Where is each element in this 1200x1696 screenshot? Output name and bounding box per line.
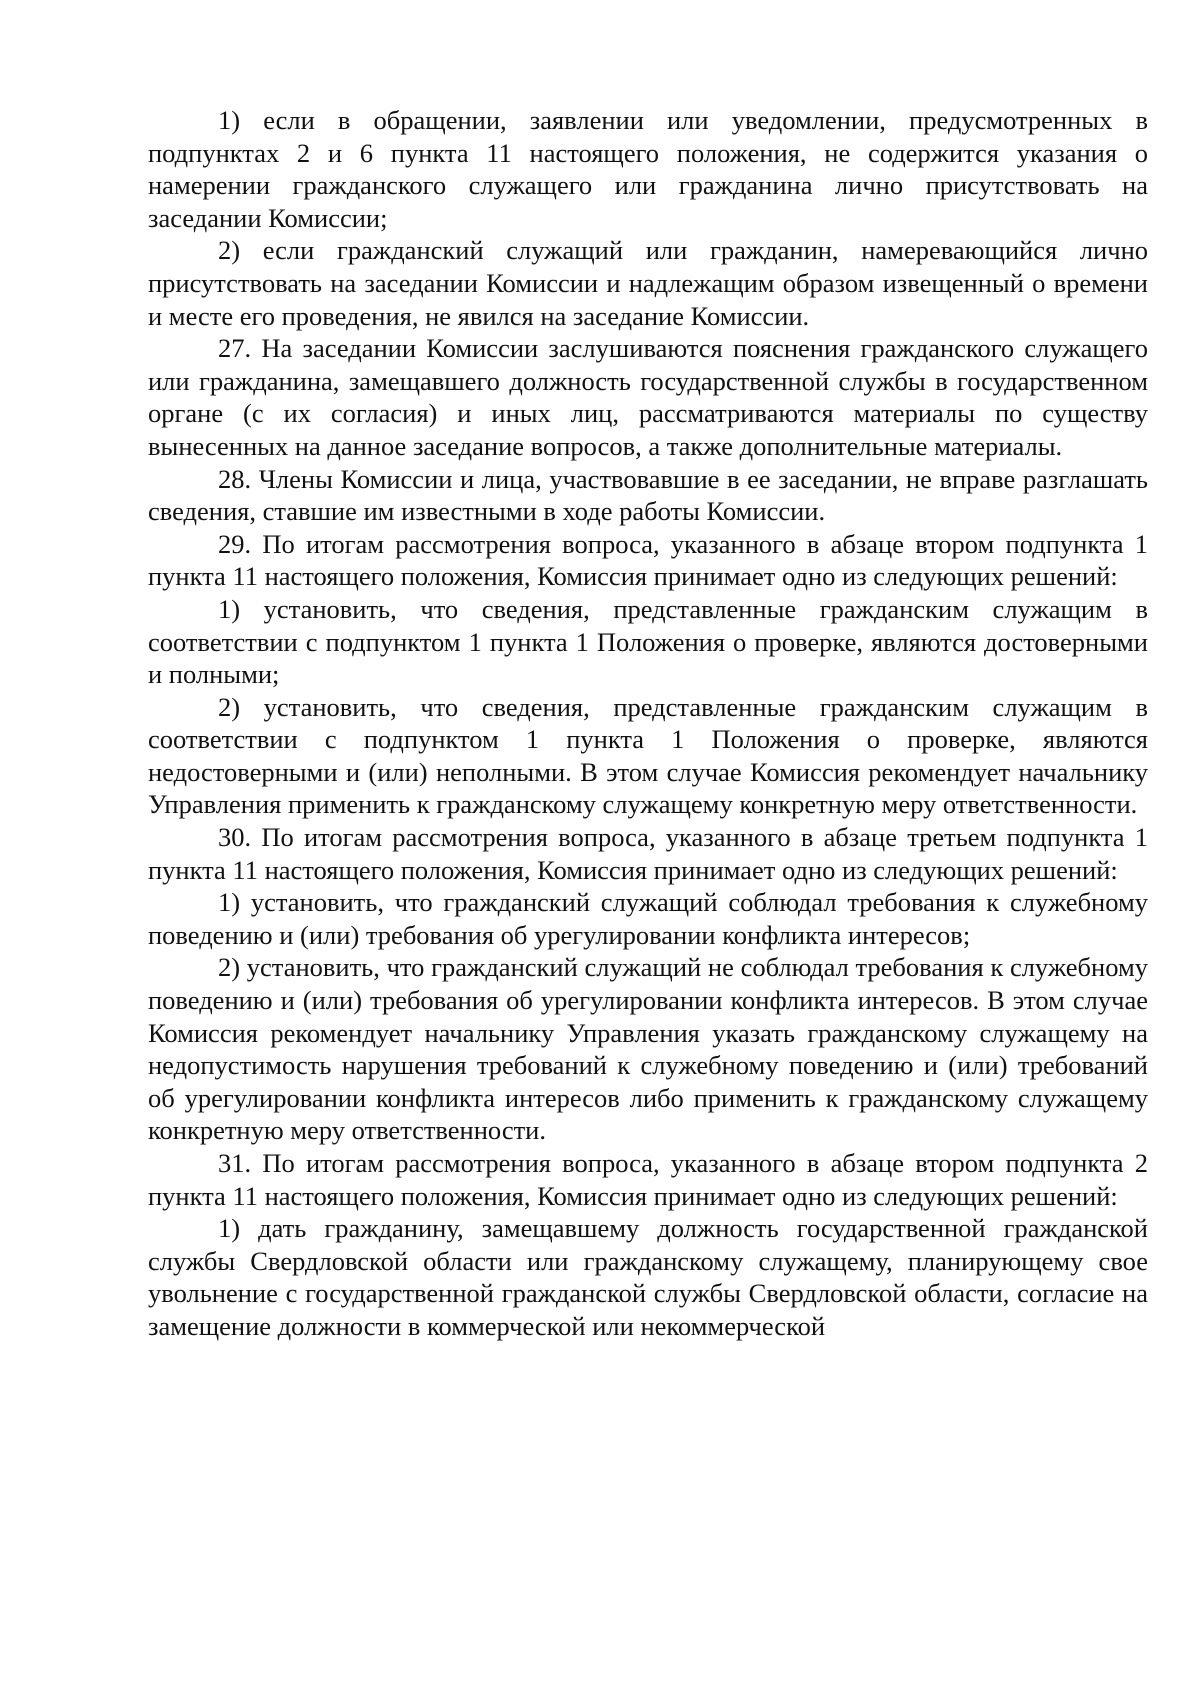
document-body — [148, 104, 1148, 1343]
paragraph-31-option-1: 1) дать гражданину, замещавшему должность государственной гражданской службы Свердловской области или гражданскому служащему, планирующему свое увольнение с государственной гражданской службы Свердловской области, согласие на замещение должности в коммерческой или некоммерческой — [148, 1213, 1148, 1341]
paragraph-30-option-2: 2) установить, что гражданский служащий не соблюдал требования к служебному поведению и (или) требования об урегулировании конфликта интересов. В этом случае Комиссия рекомендует начальнику Управления указать гражданскому служащему на недопустимость нарушения требований к служебному поведению и (или) требований об урегулировании конфликта интересов либо применить к гражданскому служащему конкретную меру ответственности. — [148, 952, 1148, 1146]
paragraph-27: 27. На заседании Комиссии заслушиваются пояснения гражданского служащего или гражданина, замещавшего должность государственной службы в государственном органе (с их согласия) и иных лиц, рассматриваются материалы по существу вынесенных на данное заседание вопросов, а также дополнительные материалы. — [148, 333, 1148, 461]
paragraph-29: 29. По итогам рассмотрения вопроса, указанного в абзаце втором подпункта 1 пункта 11 настоящего положения, Комиссия принимает одно из следующих решений: — [148, 528, 1148, 592]
paragraph-30: 30. По итогам рассмотрения вопроса, указанного в абзаце третьем подпункта 1 пункта 11 настоящего положения, Комиссия принимает одно из следующих решений: — [148, 822, 1148, 885]
paragraph-28: 28. Члены Комиссии и лица, участвовавшие в ее заседании, не вправе разглашать сведения, ставшие им известными в ходе работы Комиссии. — [148, 463, 1148, 527]
paragraph-sub-2-no-show: 2) если гражданский служащий или гражданин, намеревающийся лично присутствовать на заседании Комиссии и надлежащим образом извещенный о времени и месте его проведения, не явился на заседание Комиссии. — [148, 235, 1148, 331]
paragraph-31: 31. По итогам рассмотрения вопроса, указанного в абзаце втором подпункта 2 пункта 11 настоящего положения, Комиссия принимает одно из следующих решений: — [148, 1148, 1148, 1211]
paragraph-29-option-2: 2) установить, что сведения, представленные гражданским служащим в соответствии с подпунктом 1 пункта 1 Положения о проверке, являются недостоверными и (или) неполными. В этом случае Комиссия рекомендует начальнику Управления применить к гражданскому служащему конкретную меру ответственности. — [148, 691, 1148, 820]
paragraph-30-option-1: 1) установить, что гражданский служащий соблюдал требования к служебному поведению и (или) требования об урегулировании конфликта интересов; — [148, 887, 1148, 950]
paragraph-sub-1-no-intent: 1) если в обращении, заявлении или уведомлении, предусмотренных в подпунктах 2 и 6 пункта 11 настоящего положения, не содержится указания о намерении гражданского служащего или гражданина лично присутствовать на заседании Комиссии; — [148, 105, 1148, 233]
paragraph-29-option-1: 1) установить, что сведения, представленные гражданским служащим в соответствии с подпунктом 1 пункта 1 Положения о проверке, являются достоверными и полными; — [148, 593, 1148, 690]
